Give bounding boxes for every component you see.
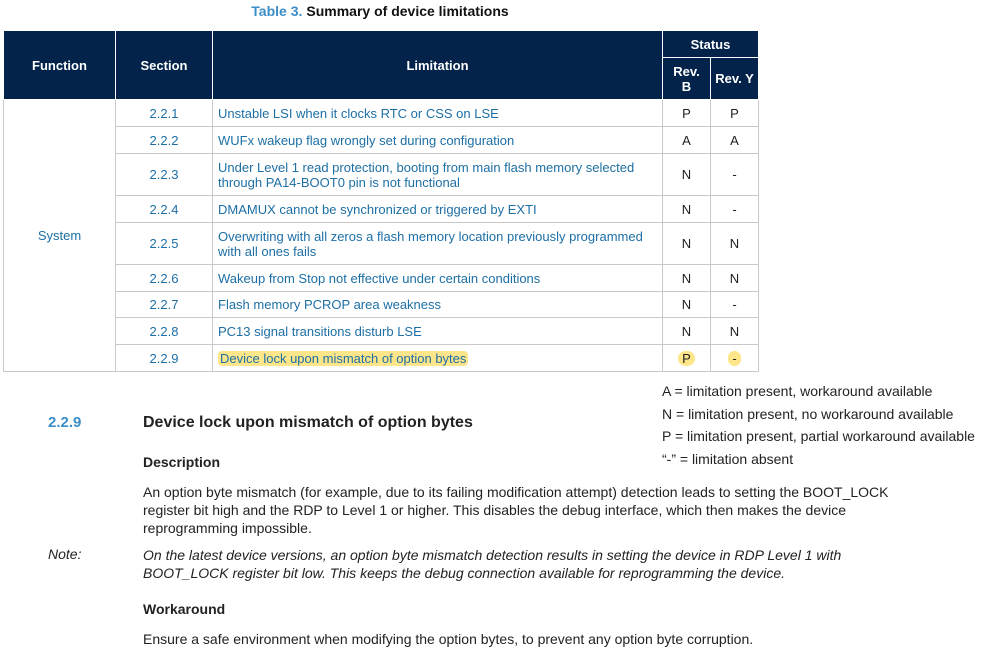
- row-section[interactable]: 2.2.9: [116, 345, 213, 372]
- row-limitation[interactable]: Flash memory PCROP area weakness: [213, 292, 663, 318]
- table-number: Table 3.: [251, 3, 303, 19]
- row-limitation[interactable]: Under Level 1 read protection, booting from main flash memory selected through PA14-BOOT0 pin is not functional: [213, 154, 663, 196]
- row-rev-b: N: [663, 196, 711, 223]
- row-rev-b: N: [663, 223, 711, 265]
- row-section[interactable]: 2.2.1: [116, 100, 213, 127]
- row-rev-b: [663, 345, 711, 372]
- row-section[interactable]: 2.2.2: [116, 127, 213, 154]
- row-rev-y: N: [711, 318, 759, 345]
- section-title: Device lock upon mismatch of option bytes: [143, 414, 473, 431]
- function-cell: System: [4, 100, 116, 372]
- legend-item: P = limitation present, partial workaround available: [662, 428, 975, 444]
- row-section[interactable]: 2.2.4: [116, 196, 213, 223]
- row-section[interactable]: 2.2.5: [116, 223, 213, 265]
- note-text: On the latest device versions, an option byte mismatch detection results in setting the device in RDP Level 1 with BOOT_LOCK register bit low. This keeps the debug connection available for reprogramming the device.: [143, 547, 842, 581]
- header-rev-y: Rev. Y: [711, 58, 759, 100]
- row-rev-y: -: [711, 292, 759, 318]
- workaround-text: Ensure a safe environment when modifying the option bytes, to prevent any option byte corruption.: [143, 631, 754, 647]
- row-section[interactable]: 2.2.8: [116, 318, 213, 345]
- workaround-heading: Workaround: [143, 601, 226, 617]
- row-rev-y: [711, 345, 759, 372]
- legend-item: “-” = limitation absent: [662, 450, 794, 467]
- highlight-mark: Device lock upon mismatch of option bytes: [220, 350, 467, 366]
- row-rev-b: N: [663, 318, 711, 345]
- row-rev-y: -: [711, 196, 759, 223]
- legend-item: A = limitation present, workaround available: [662, 383, 933, 399]
- description-heading: Description: [143, 454, 221, 470]
- row-rev-b: N: [663, 265, 711, 292]
- row-limitation-highlighted[interactable]: [213, 345, 663, 372]
- header-section: Section: [116, 31, 213, 100]
- row-limitation[interactable]: Overwriting with all zeros a flash memory location previously programmed with all ones fails: [213, 223, 663, 265]
- table-title: Summary of device limitations: [306, 3, 509, 19]
- row-section[interactable]: 2.2.7: [116, 292, 213, 318]
- row-rev-b: P: [663, 100, 711, 127]
- header-status: Status: [663, 31, 759, 58]
- row-limitation[interactable]: DMAMUX cannot be synchronized or triggered by EXTI: [213, 196, 663, 223]
- row-rev-b: N: [663, 292, 711, 318]
- legend-item: N = limitation present, no workaround available: [662, 405, 954, 422]
- limitations-table: [3, 30, 759, 372]
- note-label: Note:: [48, 546, 82, 562]
- row-rev-b: N: [663, 154, 711, 196]
- header-rev-b: Rev. B: [663, 58, 711, 100]
- row-rev-b: A: [663, 127, 711, 154]
- highlight-mark: -: [728, 351, 740, 366]
- row-limitation[interactable]: Wakeup from Stop not effective under certain conditions: [213, 265, 663, 292]
- description-text: An option byte mismatch (for example, due to its failing modification attempt) detection leads to setting the BOOT_LOCK register bit high and the RDP to Level 1 or higher. This disables the debug interface, which then makes the device reprogramming impossible.: [143, 484, 889, 536]
- row-limitation[interactable]: Unstable LSI when it clocks RTC or CSS on LSE: [213, 100, 663, 127]
- highlight-mark: P: [678, 351, 695, 366]
- status-legend: [662, 380, 975, 470]
- header-limitation: Limitation: [213, 31, 663, 100]
- row-section[interactable]: 2.2.3: [116, 154, 213, 196]
- header-function: Function: [4, 31, 116, 100]
- row-rev-y: -: [711, 154, 759, 196]
- row-section[interactable]: 2.2.6: [116, 265, 213, 292]
- section-number: 2.2.9: [48, 414, 82, 431]
- row-limitation[interactable]: PC13 signal transitions disturb LSE: [213, 318, 663, 345]
- row-limitation[interactable]: WUFx wakeup flag wrongly set during configuration: [213, 127, 663, 154]
- row-rev-y: N: [711, 223, 759, 265]
- table-caption: [0, 3, 760, 19]
- row-rev-y: N: [711, 265, 759, 292]
- row-rev-y: P: [711, 100, 759, 127]
- row-rev-y: A: [711, 127, 759, 154]
